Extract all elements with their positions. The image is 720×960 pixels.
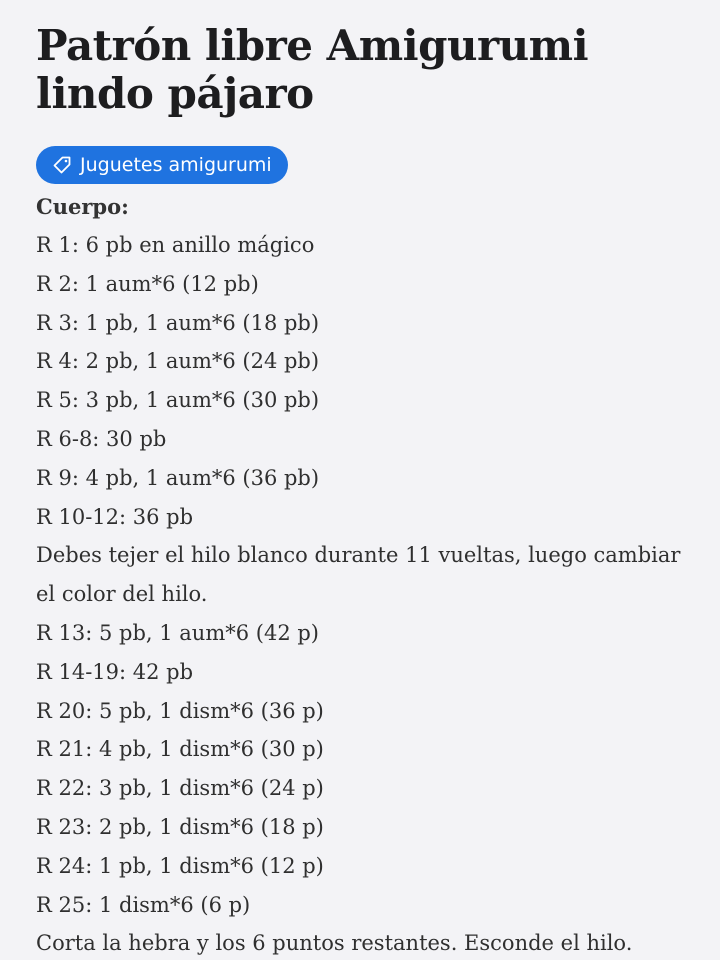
pattern-row: R 22: 3 pb, 1 dism*6 (24 p) xyxy=(36,776,324,801)
pattern-row: R 6-8: 30 pb xyxy=(36,426,167,451)
pattern-note: Corta la hebra y los 6 puntos restantes. Esconde el hilo. xyxy=(36,931,633,956)
pattern-row: R 2: 1 aum*6 (12 pb) xyxy=(36,271,259,296)
pattern-row: R 24: 1 pb, 1 dism*6 (12 p) xyxy=(36,853,324,878)
pattern-row: R 10-12: 36 pb xyxy=(36,504,194,529)
pattern-row: R 25: 1 dism*6 (6 p) xyxy=(36,892,251,917)
pattern-row: R 9: 4 pb, 1 aum*6 (36 pb) xyxy=(36,465,320,490)
pattern-row: R 3: 1 pb, 1 aum*6 (18 pb) xyxy=(36,310,320,335)
page-title xyxy=(36,22,692,118)
section-heading: Cuerpo: xyxy=(36,194,129,219)
page-title-line-2: lindo pájaro xyxy=(36,69,314,118)
pattern-row: R 20: 5 pb, 1 dism*6 (36 p) xyxy=(36,698,324,723)
pattern-row: R 1: 6 pb en anillo mágico xyxy=(36,233,315,257)
pattern-row: R 14-19: 42 pb xyxy=(36,659,194,684)
pattern-note: el color del hilo. xyxy=(36,582,208,607)
pattern-row: R 23: 2 pb, 1 dism*6 (18 p) xyxy=(36,814,324,839)
category-tag-label: Juguetes amigurumi xyxy=(80,154,272,176)
pattern-rows-list xyxy=(36,226,692,960)
category-tag-button[interactable] xyxy=(36,146,288,184)
pattern-row: R 21: 4 pb, 1 dism*6 (30 p) xyxy=(36,737,324,762)
pattern-row: R 4: 2 pb, 1 aum*6 (24 pb) xyxy=(36,349,320,374)
tag-icon xyxy=(52,155,72,175)
page-title-line-1: Patrón libre Amigurumi xyxy=(36,21,589,70)
pattern-row: R 5: 3 pb, 1 aum*6 (30 pb) xyxy=(36,388,320,413)
pattern-note: Debes tejer el hilo blanco durante 11 vueltas, luego cambiar xyxy=(36,543,681,568)
pattern-row: R 13: 5 pb, 1 aum*6 (42 p) xyxy=(36,620,319,645)
